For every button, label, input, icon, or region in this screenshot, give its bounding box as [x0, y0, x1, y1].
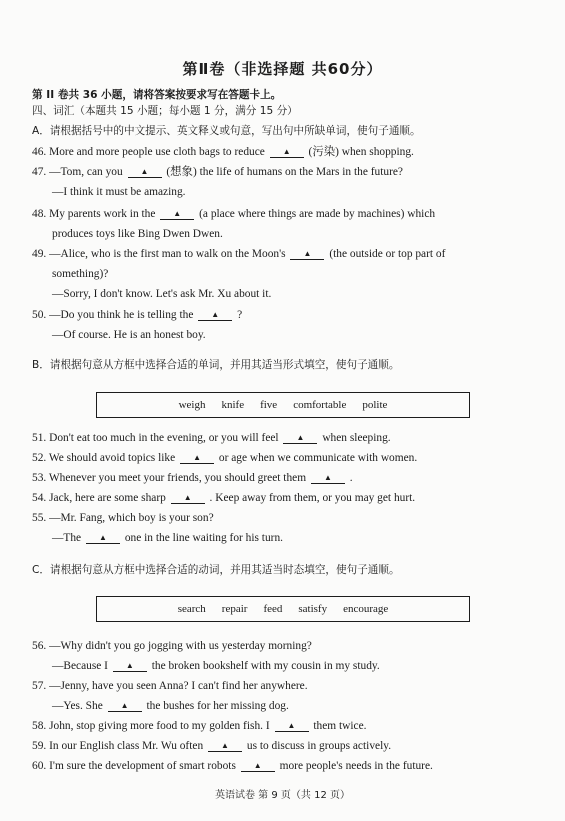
word-box-item: five [260, 399, 278, 411]
word-box-item: polite [362, 399, 388, 411]
answer-blank: ▲ [180, 453, 214, 464]
part-c-instruction: C．请根据句意从方框中选择合适的动词，并用其适当时态填空，使句子通顺。 [32, 564, 400, 576]
answer-blank: ▲ [208, 741, 242, 752]
question-49-answer: —Sorry, I don't know. Let's ask Mr. Xu about it. [52, 288, 272, 300]
word-box-b [96, 392, 470, 418]
word-box-item: satisfy [298, 603, 328, 615]
answer-blank: ▲ [86, 533, 120, 544]
answer-blank: ▲ [113, 661, 147, 672]
answer-blank: ▲ [270, 147, 304, 158]
answer-blank: ▲ [160, 209, 194, 220]
question-48-cont: produces toys like Bing Dwen Dwen. [52, 228, 223, 240]
question-58: 58. John, stop giving more food to my golden fish. I ▲ them twice. [32, 720, 367, 732]
page-footer: 英语试卷 第 9 页（共 12 页） [215, 790, 350, 801]
word-box-item: search [177, 603, 206, 615]
question-48: 48. My parents work in the ▲ (a place where things are made by machines) which [32, 208, 436, 220]
section-intro: 第 II 卷共 36 小题，请将答案按要求写在答题卡上。 [32, 89, 282, 101]
question-49: 49. —Alice, who is the first man to walk on the Moon's ▲ (the outside or top part of [32, 248, 446, 260]
word-box-item: comfortable [293, 399, 347, 411]
answer-blank: ▲ [108, 701, 142, 712]
question-55-answer: —The ▲ one in the line waiting for his turn. [52, 532, 284, 544]
question-60: 60. I'm sure the development of smart robots ▲ more people's needs in the future. [32, 760, 433, 772]
word-box-item: weigh [178, 399, 206, 411]
page-title: 第Ⅱ卷（非选择题 共60分） [182, 60, 383, 78]
question-57-answer: —Yes. She ▲ the bushes for her missing dog. [52, 700, 289, 712]
question-53: 53. Whenever you meet your friends, you should greet them ▲ . [32, 472, 353, 484]
question-57: 57. —Jenny, have you seen Anna? I can't find her anywhere. [32, 680, 308, 692]
answer-blank: ▲ [283, 433, 317, 444]
word-box-c [96, 596, 470, 622]
question-51: 51. Don't eat too much in the evening, or you will feel ▲ when sleeping. [32, 432, 391, 444]
word-box-item: feed [263, 603, 283, 615]
question-47: 47. —Tom, can you ▲ (想象) the life of humans on the Mars in the future? [32, 166, 403, 178]
answer-blank: ▲ [290, 249, 324, 260]
word-box-item: repair [221, 603, 248, 615]
question-54: 54. Jack, here are some sharp ▲ . Keep away from them, or you may get hurt. [32, 492, 416, 504]
question-59: 59. In our English class Mr. Wu often ▲ us to discuss in groups actively. [32, 740, 392, 752]
question-56-answer: —Because I ▲ the broken bookshelf with my cousin in my study. [52, 660, 380, 672]
question-50: 50. —Do you think he is telling the ▲ ? [32, 309, 243, 321]
answer-blank: ▲ [198, 310, 232, 321]
word-box-item: encourage [343, 603, 389, 615]
question-46: 46. More and more people use cloth bags to reduce ▲ (污染) when shopping. [32, 146, 414, 158]
question-52: 52. We should avoid topics like ▲ or age when we communicate with women. [32, 452, 418, 464]
question-49-cont: something)? [52, 268, 109, 280]
answer-blank: ▲ [311, 473, 345, 484]
answer-blank: ▲ [171, 493, 205, 504]
question-56: 56. —Why didn't you go jogging with us yesterday morning? [32, 640, 312, 652]
word-box-item: knife [221, 399, 245, 411]
answer-blank: ▲ [241, 761, 275, 772]
part-b-instruction: B．请根据句意从方框中选择合适的单词，并用其适当形式填空，使句子通顺。 [32, 359, 400, 371]
answer-blank: ▲ [275, 721, 309, 732]
question-55: 55. —Mr. Fang, which boy is your son? [32, 512, 214, 524]
part-a-instruction: A．请根据括号中的中文提示、英文释义或句意，写出句中所缺单词，使句子通顺。 [32, 125, 421, 137]
question-50-answer: —Of course. He is an honest boy. [52, 329, 206, 341]
section-heading: 四、词汇（本题共 15 小题；每小题 1 分，满分 15 分） [32, 105, 298, 117]
answer-blank: ▲ [128, 167, 162, 178]
question-47-answer: —I think it must be amazing. [52, 186, 186, 198]
